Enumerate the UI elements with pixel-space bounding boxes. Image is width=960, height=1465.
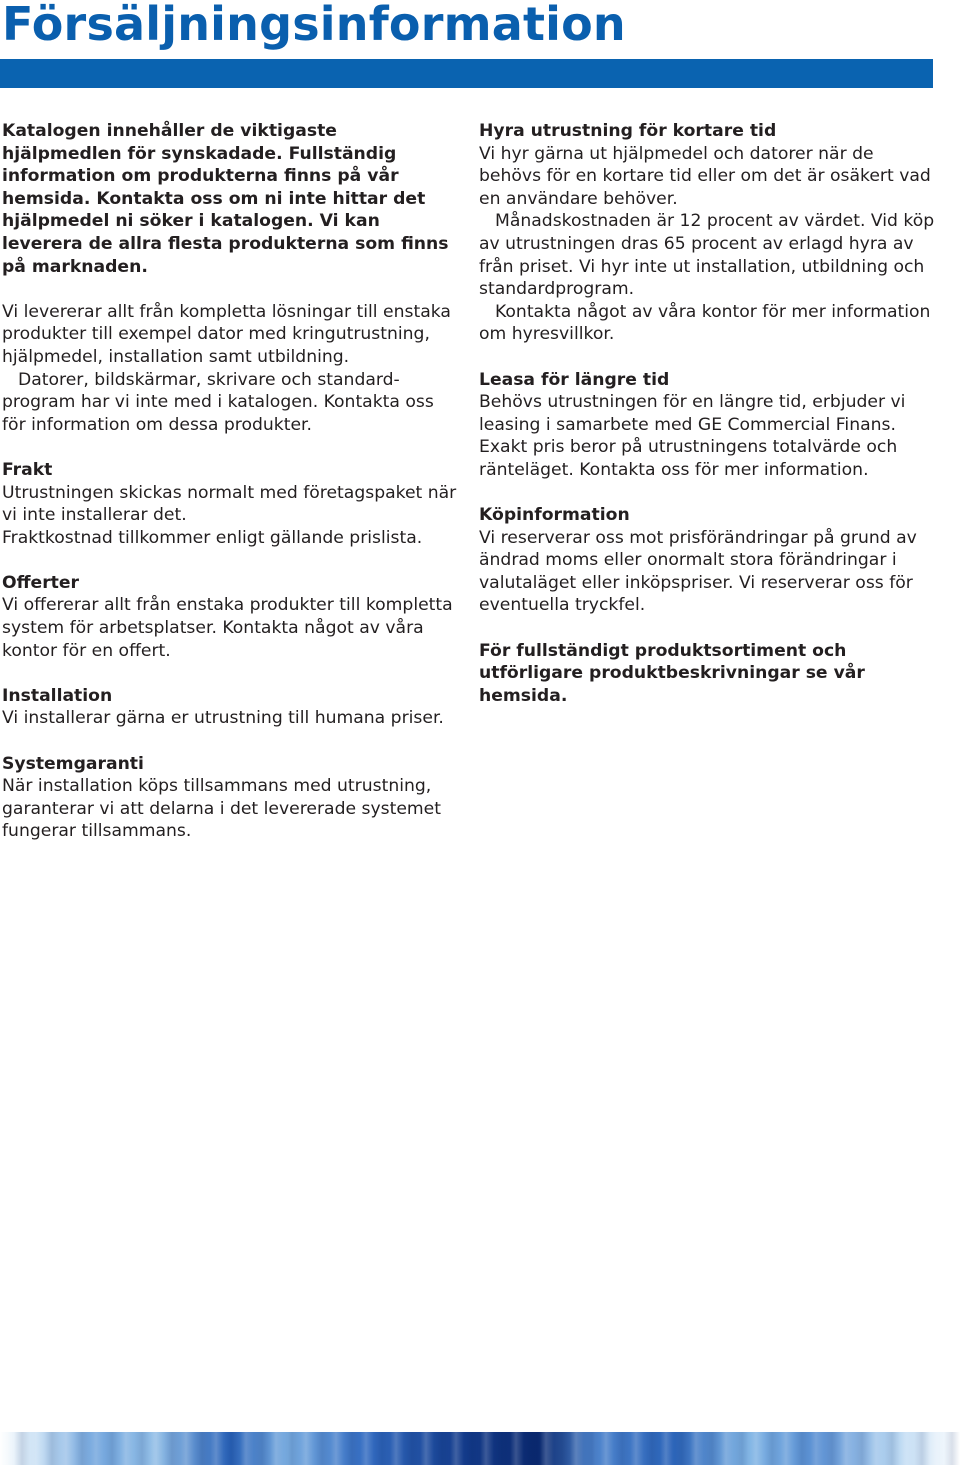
right-column [479, 120, 939, 730]
installation-heading: Installation [2, 685, 113, 706]
title-bar [0, 59, 933, 88]
systemgaranti-text: När installation köps tillsammans med utrustning, garanterar vi att delarna i det levererade systemet fungerar tillsammans. [2, 776, 441, 842]
hyra-heading: Hyra utrustning för kortare tid [479, 121, 777, 141]
intro-paragraph: Katalogen innehåller de viktigaste hjälpmedlen för synskadade. Fullständig information om produkterna finns på vår hemsida. Kontakta oss om ni inte hittar det hjälpmedel ni söker i katalogen. Vi kan leverera de allra flesta produkterna som finns på marknaden. [2, 121, 449, 277]
delivery-paragraph-2: Datorer, bildskärmar, skrivare och standard-program har vi inte med i katalogen. Kontakta oss för information om dessa produkter. [2, 369, 434, 435]
kopinfo-text: Vi reserverar oss mot prisförändringar på grund av ändrad moms eller onormalt stora förändringar i valutaläget eller inköpspriser. Vi reserverar oss för eventuella tryckfel. [479, 527, 917, 616]
frakt-heading: Frakt [2, 459, 53, 480]
page-title: Försäljningsinformation [2, 0, 626, 51]
offerter-section [2, 572, 462, 662]
leasa-text: Behövs utrustningen för en längre tid, erbjuder vi leasing i samarbete med GE Commercial Finans. Exakt pris beror på utrustningens totalvärde och ränteläget. Kontakta oss för mer information. [479, 392, 906, 480]
hyra-text-1: Vi hyr gärna ut hjälpmedel och datorer när de behövs för en kortare tid eller om det är osäkert vad en användare behöver. [479, 143, 931, 209]
delivery-section [2, 301, 462, 437]
closing-note: För fullständigt produktsortiment och utförligare produktbeskrivningar se vår hemsida. [479, 640, 865, 706]
systemgaranti-heading: Systemgaranti [2, 753, 144, 774]
leasa-heading: Leasa för längre tid [479, 369, 670, 390]
footer-decorative-band [0, 1432, 960, 1465]
kopinfo-section [479, 504, 939, 617]
hyra-text-3: Kontakta något av våra kontor för mer information om hyresvillkor. [479, 301, 931, 345]
left-column [2, 120, 462, 866]
offerter-text: Vi offererar allt från enstaka produkter till kompletta system för arbetsplatser. Kontakta något av våra kontor för en offert. [2, 595, 453, 661]
systemgaranti-section [2, 753, 462, 843]
hyra-text-2: Månadskostnaden är 12 procent av värdet. Vid köp av utrustningen dras 65 procent av erlagd hyra av från priset. Vi hyr inte ut installation, utbildning och standardprogram. [479, 211, 935, 300]
delivery-paragraph-1: Vi levererar allt från kompletta lösningar till enstaka produkter till exempel dator med kringutrustning, hjälpmedel, installation samt utbildning. [2, 301, 451, 367]
frakt-text-2: Fraktkostnad tillkommer enligt gällande prislista. [2, 527, 423, 548]
leasa-section [479, 369, 939, 482]
hyra-section [479, 120, 939, 346]
frakt-section [2, 459, 462, 549]
kopinfo-heading: Köpinformation [479, 505, 630, 526]
installation-text: Vi installerar gärna er utrustning till humana priser. [2, 708, 444, 729]
offerter-heading: Offerter [2, 572, 80, 593]
frakt-text-1: Utrustningen skickas normalt med företagspaket när vi inte installerar det. [2, 482, 457, 526]
installation-section [2, 685, 462, 730]
